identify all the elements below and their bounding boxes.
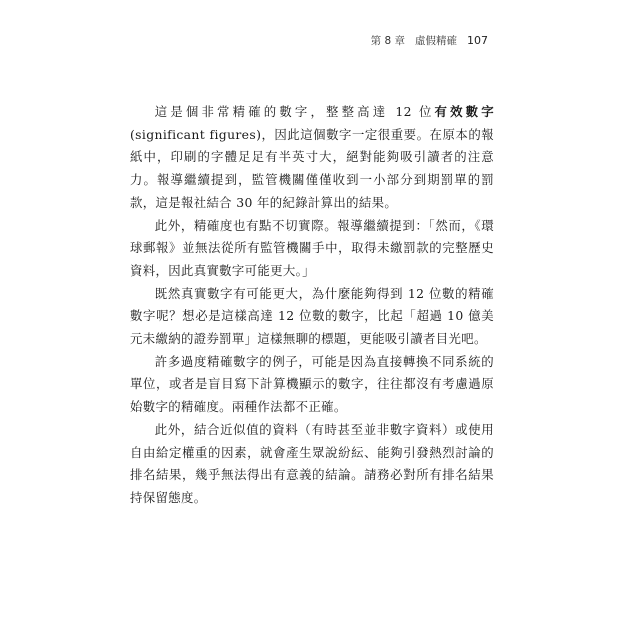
- paragraph: [130, 419, 494, 510]
- paragraph-text: 既然真實數字有可能更大，為什麼能夠得到 12 位數的精確數字呢？想必是這樣高達 12 位數的數字，比起「超過 10 億美元未繳納的證券罰單」這樣無聊的標題，更能吸引讀者目光吧。: [130, 285, 494, 347]
- running-header: [371, 33, 488, 48]
- body-text: [130, 101, 494, 510]
- section-title: 虛假精確: [415, 35, 457, 47]
- paragraph: [130, 351, 494, 419]
- page-number: 107: [467, 34, 488, 47]
- highlighted-term: 有效數字: [434, 104, 494, 119]
- chapter-label: 第 8 章: [370, 35, 405, 47]
- paragraph: [130, 215, 494, 283]
- paragraph: [130, 283, 494, 351]
- paragraph-text: 這是個非常精確的數字，整整高達 12 位: [154, 104, 435, 119]
- paragraph: [130, 101, 494, 215]
- paragraph-text: 此外，結合近似值的資料（有時甚至並非數字資料）或使用自由給定權重的因素，就會產生眾說紛紜、能夠引發熱烈討論的排名結果，幾乎無法得出有意義的結論。請務必對所有排名結果持保留態度。: [130, 421, 494, 505]
- paragraph-text: 此外，精確度也有點不切實際。報導繼續提到：「然而，《環球郵報》並無法從所有監管機關手中，取得未繳罰款的完整歷史資料，因此真實數字可能更大。」: [130, 217, 494, 278]
- paragraph-text-continued: (significant figures)，因此這個數字一定很重要。在原本的報紙中，印刷的字體足足有半英寸大，絕對能夠吸引讀者的注意力。報導繼續提到，監管機關僅僅收到一小部分到期罰單的罰款，這是報社結合 30 年的紀錄計算出的結果。: [130, 126, 494, 210]
- paragraph-text: 許多過度精確數字的例子，可能是因為直接轉換不同系統的單位，或者是盲目寫下計算機顯示的數字，往往都沒有考慮過原始數字的精確度。兩種作法都不正確。: [130, 353, 494, 415]
